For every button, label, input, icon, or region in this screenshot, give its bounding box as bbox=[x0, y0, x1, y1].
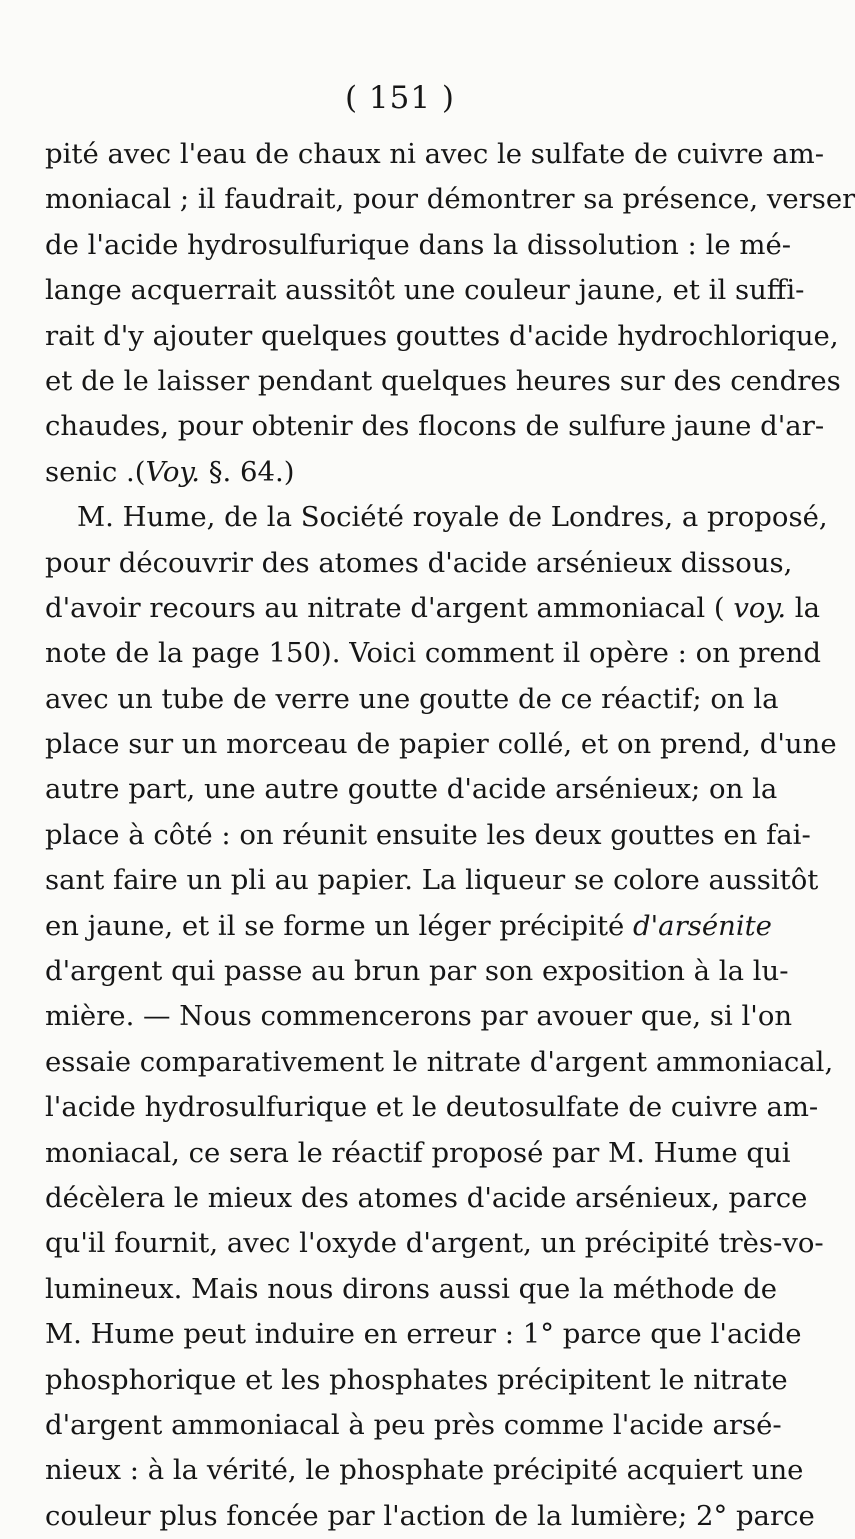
text-line: moniacal ; il faudrait, pour démontrer sa présence, verser bbox=[45, 183, 855, 216]
text-line: décèlera le mieux des atomes d'acide arsénieux, parce bbox=[45, 1181, 808, 1214]
text-line: et de le laisser pendant quelques heures sur des cendres bbox=[45, 364, 841, 397]
text-line: d'argent qui passe au brun par son exposition à la lu- bbox=[45, 955, 789, 988]
text-line: sant faire un pli au papier. La liqueur se colore aussitôt bbox=[45, 864, 819, 897]
text-line: autre part, une autre goutte d'acide arsénieux; on la bbox=[45, 773, 778, 806]
text-line: pour découvrir des atomes d'acide arsénieux dissous, bbox=[45, 546, 793, 579]
text-line: moniacal, ce sera le réactif proposé par M. Hume qui bbox=[45, 1136, 791, 1169]
text-line: senic .(Voy. §. 64.) bbox=[45, 455, 295, 488]
text-line: place à côté : on réunit ensuite les deux gouttes en fai- bbox=[45, 818, 811, 851]
text-line: essaie comparativement le nitrate d'argent ammoniacal, bbox=[45, 1045, 834, 1078]
text-line: mière. — Nous commencerons par avouer que, si l'on bbox=[45, 1000, 793, 1033]
text-line: M. Hume peut induire en erreur : 1° parce que l'acide bbox=[45, 1318, 802, 1351]
text-line: rait d'y ajouter quelques gouttes d'acide hydrochlorique, bbox=[45, 319, 839, 352]
text-line: phosphorique et les phosphates précipitent le nitrate bbox=[45, 1363, 788, 1396]
text-line: chaudes, pour obtenir des flocons de sulfure jaune d'ar- bbox=[45, 410, 825, 443]
page-number: ( 151 ) bbox=[344, 80, 456, 116]
text-line: l'acide hydrosulfurique et le deutosulfate de cuivre am- bbox=[45, 1091, 819, 1124]
text-line: note de la page 150). Voici comment il opère : on prend bbox=[45, 637, 822, 670]
text-line: lange acquerrait aussitôt une couleur jaune, et il suffi- bbox=[45, 274, 805, 307]
text-line: qu'il fournit, avec l'oxyde d'argent, un précipité très-vo- bbox=[45, 1227, 824, 1260]
text-line: d'avoir recours au nitrate d'argent ammoniacal ( voy. la bbox=[45, 591, 820, 624]
text-line: avec un tube de verre une goutte de ce réactif; on la bbox=[45, 682, 779, 715]
text-line: de l'acide hydrosulfurique dans la dissolution : le mé- bbox=[45, 228, 792, 261]
text-line: nieux : à la vérité, le phosphate précipité acquiert une bbox=[45, 1454, 804, 1487]
text-line: d'argent ammoniacal à peu près comme l'acide arsé- bbox=[45, 1408, 782, 1441]
text-line: couleur plus foncée par l'action de la lumière; 2° parce bbox=[45, 1499, 815, 1532]
text-line: pité avec l'eau de chaux ni avec le sulfate de cuivre am- bbox=[45, 138, 825, 170]
text-line: M. Hume, de la Société royale de Londres, a proposé, bbox=[77, 501, 828, 534]
body-text bbox=[45, 132, 855, 1539]
text-line: place sur un morceau de papier collé, et on prend, d'une bbox=[45, 728, 837, 761]
text-line: lumineux. Mais nous dirons aussi que la méthode de bbox=[45, 1272, 778, 1305]
text-line: en jaune, et il se forme un léger précipité d'arsénite bbox=[45, 909, 772, 942]
